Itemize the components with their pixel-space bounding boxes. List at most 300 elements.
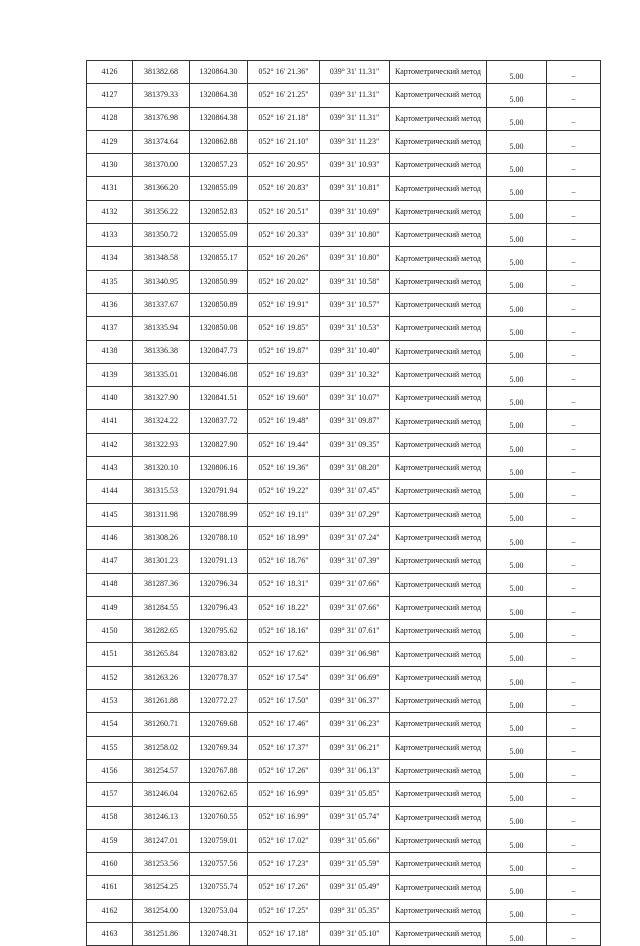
longitude-cell: 039° 31' 05.59" [320, 853, 390, 876]
point-number-cell: 4143 [87, 457, 133, 480]
y-coordinate-cell: 1320760.55 [190, 806, 248, 829]
method-cell: Картометрический метод [390, 387, 487, 410]
latitude-cell: 052° 16' 17.18" [248, 922, 320, 945]
y-coordinate-cell: 1320847.73 [190, 340, 248, 363]
y-coordinate-cell: 1320759.01 [190, 829, 248, 852]
x-coordinate-cell: 381261.88 [133, 690, 190, 713]
x-coordinate-cell: 381260.71 [133, 713, 190, 736]
point-number-cell: 4126 [87, 61, 133, 84]
accuracy-cell: 5.00 [487, 596, 547, 619]
y-coordinate-cell: 1320850.99 [190, 270, 248, 293]
latitude-cell: 052° 16' 20.02" [248, 270, 320, 293]
table-row [87, 363, 601, 386]
accuracy-cell: 5.00 [487, 433, 547, 456]
note-cell: – [547, 690, 601, 713]
table-row [87, 713, 601, 736]
x-coordinate-cell: 381382.68 [133, 61, 190, 84]
y-coordinate-cell: 1320852.83 [190, 200, 248, 223]
accuracy-cell: 5.00 [487, 410, 547, 433]
y-coordinate-cell: 1320864.38 [190, 84, 248, 107]
latitude-cell: 052° 16' 18.22" [248, 596, 320, 619]
accuracy-cell: 5.00 [487, 806, 547, 829]
y-coordinate-cell: 1320791.13 [190, 550, 248, 573]
y-coordinate-cell: 1320850.89 [190, 293, 248, 316]
latitude-cell: 052° 16' 18.76" [248, 550, 320, 573]
accuracy-cell: 5.00 [487, 130, 547, 153]
longitude-cell: 039° 31' 11.31" [320, 84, 390, 107]
y-coordinate-cell: 1320855.17 [190, 247, 248, 270]
note-cell: – [547, 713, 601, 736]
table-row [87, 643, 601, 666]
x-coordinate-cell: 381315.53 [133, 480, 190, 503]
latitude-cell: 052° 16' 17.26" [248, 759, 320, 782]
longitude-cell: 039° 31' 09.35" [320, 433, 390, 456]
point-number-cell: 4142 [87, 433, 133, 456]
point-number-cell: 4129 [87, 130, 133, 153]
longitude-cell: 039° 31' 07.66" [320, 596, 390, 619]
accuracy-cell: 5.00 [487, 387, 547, 410]
latitude-cell: 052° 16' 17.37" [248, 736, 320, 759]
note-cell: – [547, 526, 601, 549]
point-number-cell: 4132 [87, 200, 133, 223]
longitude-cell: 039° 31' 10.80" [320, 224, 390, 247]
note-cell: – [547, 457, 601, 480]
table-row [87, 84, 601, 107]
point-number-cell: 4150 [87, 620, 133, 643]
y-coordinate-cell: 1320788.99 [190, 503, 248, 526]
point-number-cell: 4141 [87, 410, 133, 433]
method-cell: Картометрический метод [390, 550, 487, 573]
accuracy-cell: 5.00 [487, 503, 547, 526]
longitude-cell: 039° 31' 10.58" [320, 270, 390, 293]
method-cell: Картометрический метод [390, 177, 487, 200]
longitude-cell: 039° 31' 09.87" [320, 410, 390, 433]
method-cell: Картометрический метод [390, 596, 487, 619]
note-cell: – [547, 503, 601, 526]
longitude-cell: 039° 31' 05.85" [320, 783, 390, 806]
longitude-cell: 039° 31' 06.37" [320, 690, 390, 713]
point-number-cell: 4154 [87, 713, 133, 736]
accuracy-cell: 5.00 [487, 340, 547, 363]
point-number-cell: 4139 [87, 363, 133, 386]
y-coordinate-cell: 1320806.16 [190, 457, 248, 480]
accuracy-cell: 5.00 [487, 480, 547, 503]
longitude-cell: 039° 31' 10.69" [320, 200, 390, 223]
accuracy-cell: 5.00 [487, 550, 547, 573]
x-coordinate-cell: 381374.64 [133, 130, 190, 153]
note-cell: – [547, 480, 601, 503]
method-cell: Картометрический метод [390, 130, 487, 153]
method-cell: Картометрический метод [390, 759, 487, 782]
longitude-cell: 039° 31' 07.45" [320, 480, 390, 503]
table-row [87, 247, 601, 270]
table-row [87, 503, 601, 526]
table-row [87, 526, 601, 549]
note-cell: – [547, 363, 601, 386]
method-cell: Картометрический метод [390, 293, 487, 316]
table-row [87, 922, 601, 945]
accuracy-cell: 5.00 [487, 317, 547, 340]
y-coordinate-cell: 1320778.37 [190, 666, 248, 689]
method-cell: Картометрический метод [390, 410, 487, 433]
longitude-cell: 039° 31' 06.13" [320, 759, 390, 782]
accuracy-cell: 5.00 [487, 154, 547, 177]
note-cell: – [547, 666, 601, 689]
point-number-cell: 4128 [87, 107, 133, 130]
x-coordinate-cell: 381324.22 [133, 410, 190, 433]
y-coordinate-cell: 1320767.88 [190, 759, 248, 782]
y-coordinate-cell: 1320753.04 [190, 899, 248, 922]
accuracy-cell: 5.00 [487, 177, 547, 200]
method-cell: Картометрический метод [390, 876, 487, 899]
latitude-cell: 052° 16' 19.87" [248, 340, 320, 363]
longitude-cell: 039° 31' 10.80" [320, 247, 390, 270]
accuracy-cell: 5.00 [487, 783, 547, 806]
accuracy-cell: 5.00 [487, 620, 547, 643]
x-coordinate-cell: 381246.13 [133, 806, 190, 829]
accuracy-cell: 5.00 [487, 573, 547, 596]
accuracy-cell: 5.00 [487, 759, 547, 782]
accuracy-cell: 5.00 [487, 293, 547, 316]
note-cell: – [547, 130, 601, 153]
y-coordinate-cell: 1320772.27 [190, 690, 248, 713]
method-cell: Картометрический метод [390, 666, 487, 689]
point-number-cell: 4137 [87, 317, 133, 340]
longitude-cell: 039° 31' 07.24" [320, 526, 390, 549]
latitude-cell: 052° 16' 17.50" [248, 690, 320, 713]
point-number-cell: 4144 [87, 480, 133, 503]
table-row [87, 154, 601, 177]
method-cell: Картометрический метод [390, 270, 487, 293]
method-cell: Картометрический метод [390, 806, 487, 829]
accuracy-cell: 5.00 [487, 899, 547, 922]
note-cell: – [547, 806, 601, 829]
y-coordinate-cell: 1320795.62 [190, 620, 248, 643]
latitude-cell: 052° 16' 19.83" [248, 363, 320, 386]
accuracy-cell: 5.00 [487, 270, 547, 293]
latitude-cell: 052° 16' 21.10" [248, 130, 320, 153]
point-number-cell: 4127 [87, 84, 133, 107]
x-coordinate-cell: 381366.20 [133, 177, 190, 200]
point-number-cell: 4145 [87, 503, 133, 526]
method-cell: Картометрический метод [390, 620, 487, 643]
x-coordinate-cell: 381335.94 [133, 317, 190, 340]
method-cell: Картометрический метод [390, 690, 487, 713]
table-row [87, 876, 601, 899]
method-cell: Картометрический метод [390, 247, 487, 270]
accuracy-cell: 5.00 [487, 736, 547, 759]
longitude-cell: 039° 31' 05.66" [320, 829, 390, 852]
method-cell: Картометрический метод [390, 783, 487, 806]
accuracy-cell: 5.00 [487, 666, 547, 689]
y-coordinate-cell: 1320769.34 [190, 736, 248, 759]
accuracy-cell: 5.00 [487, 363, 547, 386]
accuracy-cell: 5.00 [487, 224, 547, 247]
x-coordinate-cell: 381336.38 [133, 340, 190, 363]
method-cell: Картометрический метод [390, 224, 487, 247]
latitude-cell: 052° 16' 17.54" [248, 666, 320, 689]
table-row [87, 410, 601, 433]
accuracy-cell: 5.00 [487, 922, 547, 945]
table-row [87, 177, 601, 200]
point-number-cell: 4160 [87, 853, 133, 876]
table-row [87, 899, 601, 922]
y-coordinate-cell: 1320748.31 [190, 922, 248, 945]
point-number-cell: 4161 [87, 876, 133, 899]
table-row [87, 130, 601, 153]
point-number-cell: 4138 [87, 340, 133, 363]
longitude-cell: 039° 31' 10.40" [320, 340, 390, 363]
longitude-cell: 039° 31' 05.74" [320, 806, 390, 829]
note-cell: – [547, 596, 601, 619]
table-row [87, 107, 601, 130]
latitude-cell: 052° 16' 20.33" [248, 224, 320, 247]
latitude-cell: 052° 16' 20.83" [248, 177, 320, 200]
x-coordinate-cell: 381370.00 [133, 154, 190, 177]
table-row [87, 759, 601, 782]
latitude-cell: 052° 16' 19.85" [248, 317, 320, 340]
note-cell: – [547, 759, 601, 782]
note-cell: – [547, 293, 601, 316]
x-coordinate-cell: 381308.26 [133, 526, 190, 549]
note-cell: – [547, 154, 601, 177]
x-coordinate-cell: 381320.10 [133, 457, 190, 480]
table-row [87, 550, 601, 573]
accuracy-cell: 5.00 [487, 61, 547, 84]
x-coordinate-cell: 381379.33 [133, 84, 190, 107]
longitude-cell: 039° 31' 07.61" [320, 620, 390, 643]
note-cell: – [547, 200, 601, 223]
x-coordinate-cell: 381335.01 [133, 363, 190, 386]
accuracy-cell: 5.00 [487, 457, 547, 480]
y-coordinate-cell: 1320857.23 [190, 154, 248, 177]
longitude-cell: 039° 31' 11.23" [320, 130, 390, 153]
y-coordinate-cell: 1320796.34 [190, 573, 248, 596]
point-number-cell: 4146 [87, 526, 133, 549]
table-row [87, 853, 601, 876]
point-number-cell: 4147 [87, 550, 133, 573]
point-number-cell: 4135 [87, 270, 133, 293]
table-row [87, 270, 601, 293]
table-row [87, 200, 601, 223]
method-cell: Картометрический метод [390, 200, 487, 223]
latitude-cell: 052° 16' 16.99" [248, 806, 320, 829]
note-cell: – [547, 783, 601, 806]
y-coordinate-cell: 1320769.68 [190, 713, 248, 736]
table-row [87, 666, 601, 689]
note-cell: – [547, 620, 601, 643]
latitude-cell: 052° 16' 18.16" [248, 620, 320, 643]
x-coordinate-cell: 381348.58 [133, 247, 190, 270]
y-coordinate-cell: 1320864.30 [190, 61, 248, 84]
note-cell: – [547, 107, 601, 130]
x-coordinate-cell: 381350.72 [133, 224, 190, 247]
latitude-cell: 052° 16' 19.36" [248, 457, 320, 480]
accuracy-cell: 5.00 [487, 200, 547, 223]
accuracy-cell: 5.00 [487, 829, 547, 852]
y-coordinate-cell: 1320850.08 [190, 317, 248, 340]
note-cell: – [547, 899, 601, 922]
longitude-cell: 039° 31' 06.21" [320, 736, 390, 759]
table-row [87, 736, 601, 759]
latitude-cell: 052° 16' 20.26" [248, 247, 320, 270]
note-cell: – [547, 643, 601, 666]
method-cell: Картометрический метод [390, 736, 487, 759]
longitude-cell: 039° 31' 11.31" [320, 107, 390, 130]
latitude-cell: 052° 16' 20.51" [248, 200, 320, 223]
longitude-cell: 039° 31' 11.31" [320, 61, 390, 84]
x-coordinate-cell: 381311.98 [133, 503, 190, 526]
point-number-cell: 4162 [87, 899, 133, 922]
note-cell: – [547, 340, 601, 363]
table-row [87, 829, 601, 852]
longitude-cell: 039° 31' 10.53" [320, 317, 390, 340]
longitude-cell: 039° 31' 06.98" [320, 643, 390, 666]
method-cell: Картометрический метод [390, 107, 487, 130]
method-cell: Картометрический метод [390, 503, 487, 526]
table-row [87, 596, 601, 619]
longitude-cell: 039° 31' 10.81" [320, 177, 390, 200]
point-number-cell: 4130 [87, 154, 133, 177]
latitude-cell: 052° 16' 17.25" [248, 899, 320, 922]
x-coordinate-cell: 381327.90 [133, 387, 190, 410]
y-coordinate-cell: 1320762.65 [190, 783, 248, 806]
table-row [87, 387, 601, 410]
method-cell: Картометрический метод [390, 340, 487, 363]
note-cell: – [547, 177, 601, 200]
y-coordinate-cell: 1320841.51 [190, 387, 248, 410]
point-number-cell: 4155 [87, 736, 133, 759]
x-coordinate-cell: 381258.02 [133, 736, 190, 759]
point-number-cell: 4158 [87, 806, 133, 829]
latitude-cell: 052° 16' 17.02" [248, 829, 320, 852]
table-body [87, 61, 601, 946]
method-cell: Картометрический метод [390, 573, 487, 596]
x-coordinate-cell: 381247.01 [133, 829, 190, 852]
accuracy-cell: 5.00 [487, 643, 547, 666]
y-coordinate-cell: 1320796.43 [190, 596, 248, 619]
x-coordinate-cell: 381246.04 [133, 783, 190, 806]
table-row [87, 224, 601, 247]
note-cell: – [547, 573, 601, 596]
point-number-cell: 4133 [87, 224, 133, 247]
longitude-cell: 039° 31' 10.32" [320, 363, 390, 386]
point-number-cell: 4153 [87, 690, 133, 713]
note-cell: – [547, 922, 601, 945]
accuracy-cell: 5.00 [487, 876, 547, 899]
x-coordinate-cell: 381265.84 [133, 643, 190, 666]
latitude-cell: 052° 16' 19.11" [248, 503, 320, 526]
accuracy-cell: 5.00 [487, 713, 547, 736]
latitude-cell: 052° 16' 21.25" [248, 84, 320, 107]
method-cell: Картометрический метод [390, 922, 487, 945]
note-cell: – [547, 876, 601, 899]
point-number-cell: 4159 [87, 829, 133, 852]
point-number-cell: 4131 [87, 177, 133, 200]
coordinates-table [86, 60, 601, 946]
x-coordinate-cell: 381253.56 [133, 853, 190, 876]
note-cell: – [547, 224, 601, 247]
latitude-cell: 052° 16' 19.91" [248, 293, 320, 316]
y-coordinate-cell: 1320862.88 [190, 130, 248, 153]
point-number-cell: 4149 [87, 596, 133, 619]
x-coordinate-cell: 381284.55 [133, 596, 190, 619]
method-cell: Картометрический метод [390, 526, 487, 549]
point-number-cell: 4136 [87, 293, 133, 316]
latitude-cell: 052° 16' 19.44" [248, 433, 320, 456]
note-cell: – [547, 550, 601, 573]
longitude-cell: 039° 31' 05.35" [320, 899, 390, 922]
longitude-cell: 039° 31' 10.57" [320, 293, 390, 316]
longitude-cell: 039° 31' 10.07" [320, 387, 390, 410]
longitude-cell: 039° 31' 05.10" [320, 922, 390, 945]
latitude-cell: 052° 16' 19.48" [248, 410, 320, 433]
note-cell: – [547, 84, 601, 107]
y-coordinate-cell: 1320755.74 [190, 876, 248, 899]
table-row [87, 317, 601, 340]
note-cell: – [547, 410, 601, 433]
method-cell: Картометрический метод [390, 317, 487, 340]
point-number-cell: 4156 [87, 759, 133, 782]
latitude-cell: 052° 16' 21.18" [248, 107, 320, 130]
table-row [87, 806, 601, 829]
longitude-cell: 039° 31' 08.20" [320, 457, 390, 480]
table-row [87, 573, 601, 596]
table-row [87, 340, 601, 363]
x-coordinate-cell: 381340.95 [133, 270, 190, 293]
latitude-cell: 052° 16' 21.36" [248, 61, 320, 84]
table-row [87, 433, 601, 456]
longitude-cell: 039° 31' 05.49" [320, 876, 390, 899]
point-number-cell: 4140 [87, 387, 133, 410]
method-cell: Картометрический метод [390, 713, 487, 736]
latitude-cell: 052° 16' 17.62" [248, 643, 320, 666]
longitude-cell: 039° 31' 07.39" [320, 550, 390, 573]
y-coordinate-cell: 1320837.72 [190, 410, 248, 433]
x-coordinate-cell: 381376.98 [133, 107, 190, 130]
note-cell: – [547, 853, 601, 876]
table-row [87, 61, 601, 84]
method-cell: Картометрический метод [390, 154, 487, 177]
table-row [87, 480, 601, 503]
x-coordinate-cell: 381254.25 [133, 876, 190, 899]
method-cell: Картометрический метод [390, 829, 487, 852]
x-coordinate-cell: 381356.22 [133, 200, 190, 223]
latitude-cell: 052° 16' 18.99" [248, 526, 320, 549]
point-number-cell: 4134 [87, 247, 133, 270]
y-coordinate-cell: 1320827.90 [190, 433, 248, 456]
y-coordinate-cell: 1320757.56 [190, 853, 248, 876]
note-cell: – [547, 736, 601, 759]
note-cell: – [547, 829, 601, 852]
y-coordinate-cell: 1320791.94 [190, 480, 248, 503]
longitude-cell: 039° 31' 07.29" [320, 503, 390, 526]
table-row [87, 620, 601, 643]
longitude-cell: 039° 31' 06.23" [320, 713, 390, 736]
x-coordinate-cell: 381254.57 [133, 759, 190, 782]
y-coordinate-cell: 1320783.82 [190, 643, 248, 666]
x-coordinate-cell: 381287.36 [133, 573, 190, 596]
y-coordinate-cell: 1320855.09 [190, 224, 248, 247]
x-coordinate-cell: 381282.65 [133, 620, 190, 643]
y-coordinate-cell: 1320864.38 [190, 107, 248, 130]
latitude-cell: 052° 16' 20.95" [248, 154, 320, 177]
method-cell: Картометрический метод [390, 84, 487, 107]
latitude-cell: 052° 16' 17.23" [248, 853, 320, 876]
note-cell: – [547, 247, 601, 270]
accuracy-cell: 5.00 [487, 690, 547, 713]
latitude-cell: 052° 16' 16.99" [248, 783, 320, 806]
